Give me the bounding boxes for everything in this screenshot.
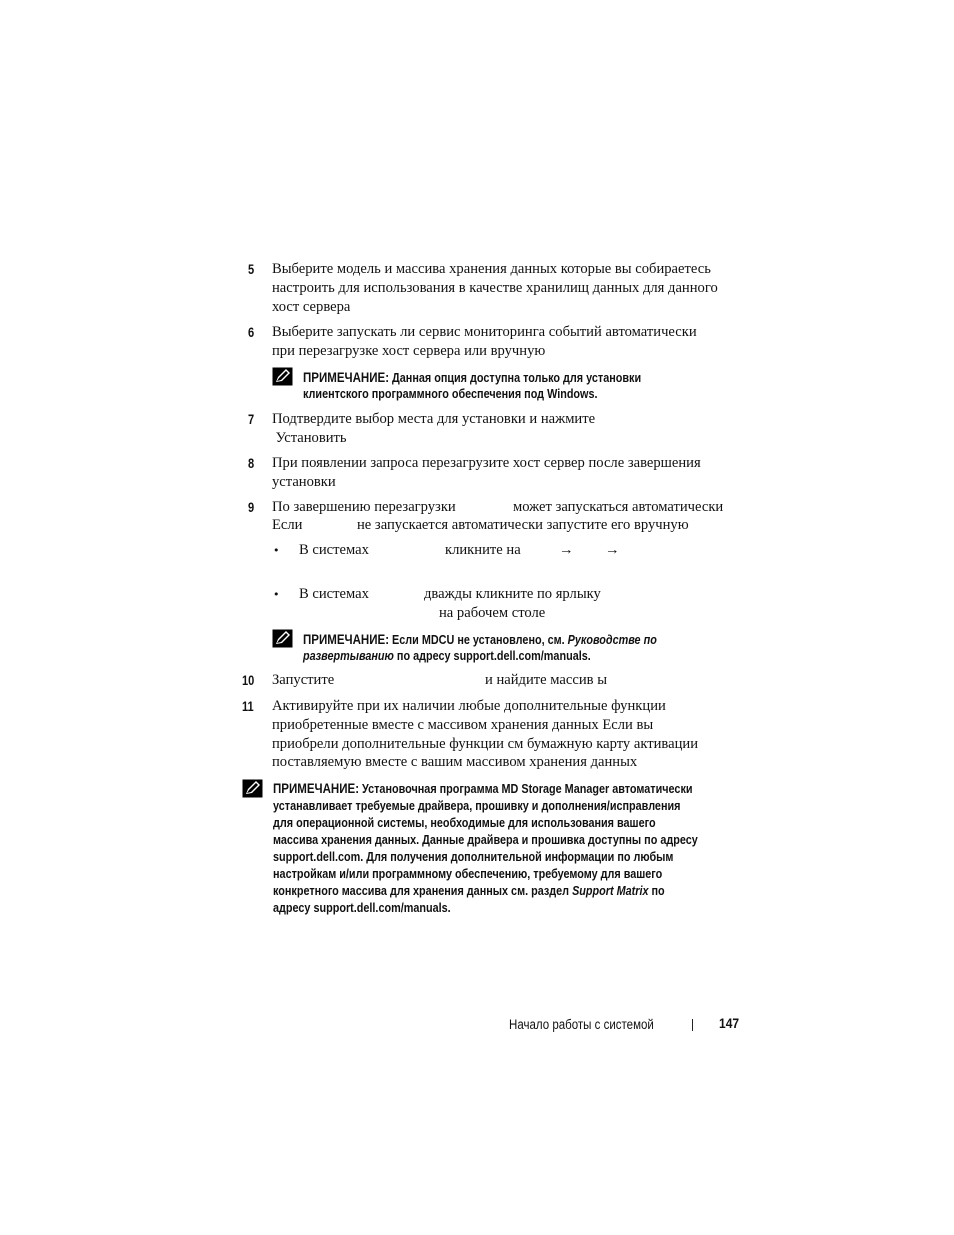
note-text: устанавливает требуемые драйвера, прошивку и дополнения/исправления — [273, 799, 681, 813]
step-text: установки — [272, 474, 336, 490]
note-text: для операционной системы, необходимые для использования вашего — [273, 816, 656, 830]
step-text: По завершению перезагрузки — [272, 499, 456, 515]
note-line — [273, 832, 698, 849]
note-line — [273, 780, 693, 798]
step-text: хост сервера — [272, 299, 351, 315]
bullet-marker: • — [273, 588, 280, 601]
step-number: 9 — [248, 500, 255, 515]
note-label: ПРИМЕЧАНИЕ: — [273, 781, 360, 796]
note-text: по адресу — [396, 649, 451, 663]
step-text: Выберите запускать ли сервис мониторинга событий автоматически — [272, 324, 697, 340]
step-text: Запустите — [272, 672, 335, 688]
step-text: Активируйте при их наличии любые дополнительные функции — [272, 698, 666, 714]
note-text: конкретного массива для хранения данных см. раздел — [273, 884, 570, 898]
note-link: support.dell.com/manuals. — [453, 649, 591, 663]
note-pencil-icon — [272, 629, 293, 648]
step-text: При появлении запроса перезагрузите хост сервер после завершения — [272, 455, 701, 471]
step-text: Выберите модель и массива хранения данных которые вы собираетесь — [272, 261, 711, 277]
note-text: клиентского программного обеспечения под Windows. — [303, 387, 598, 401]
step-number: 11 — [242, 699, 254, 714]
note-line — [273, 849, 673, 866]
note-line — [303, 369, 641, 387]
arrow-icon: → — [605, 542, 620, 558]
bullet-marker: • — [273, 544, 280, 557]
step-text: при перезагрузке хост сервера или вручную — [272, 343, 546, 359]
note-text: Руководстве по — [567, 633, 657, 647]
note-text: Данная опция доступна только для установки — [392, 371, 642, 385]
note-line — [303, 386, 598, 403]
note-text: развертыванию — [303, 649, 394, 663]
bullet-text: дважды кликните по ярлыку — [424, 586, 601, 602]
note-text: Если MDCU не установлено, см. — [392, 633, 565, 647]
note-line — [273, 798, 680, 815]
note-link: support.dell.com. — [273, 850, 364, 864]
bullet-text: В системах — [299, 542, 369, 558]
footer-separator — [692, 1019, 693, 1031]
step-text: Установить — [272, 430, 347, 446]
note-text: Support Matrix — [572, 884, 649, 898]
step-text: не запускается автоматически запустите его вручную — [357, 517, 689, 533]
bullet-text: на рабочем столе — [439, 605, 546, 621]
note-line — [273, 883, 665, 900]
footer-chapter-title: Начало работы с системой — [509, 1017, 654, 1032]
step-text: поставляемую вместе с вашим массивом хранения данных — [272, 754, 638, 770]
note-text: автоматически — [612, 782, 693, 796]
step-number: 8 — [248, 456, 255, 471]
note-line — [303, 648, 591, 665]
arrow-icon: → — [559, 542, 574, 558]
step-text: приобретенные вместе с массивом хранения данных Если вы — [272, 717, 654, 733]
note-text: Установочная программа — [362, 782, 499, 796]
page-number: 147 — [719, 1015, 740, 1031]
note-text: Для получения дополнительной информации по любым — [366, 850, 674, 864]
step-number: 5 — [248, 262, 255, 277]
step-number: 7 — [248, 412, 255, 427]
step-text: может запускаться автоматически — [513, 499, 724, 515]
note-label: ПРИМЕЧАНИЕ: — [303, 632, 390, 647]
note-line — [273, 866, 662, 883]
step-text: Если — [272, 517, 303, 533]
step-text: и найдите массив ы — [485, 672, 608, 688]
step-text: Подтвердите выбор места для установки и нажмите — [272, 411, 596, 427]
note-text: по — [651, 884, 665, 898]
note-label: ПРИМЕЧАНИЕ: — [303, 370, 390, 385]
note-text: MD Storage Manager — [501, 782, 610, 796]
step-text: приобрели дополнительные функции см бумажную карту активации — [272, 736, 699, 752]
note-line — [273, 900, 451, 917]
step-text: настроить для использования в качестве хранилищ данных для данного — [272, 280, 718, 296]
note-pencil-icon — [242, 779, 263, 798]
step-number: 10 — [242, 673, 255, 688]
note-line — [273, 815, 656, 832]
bullet-text: кликните на — [445, 542, 521, 558]
note-text: массива хранения данных. Данные драйвера и прошивка доступны по адресу — [273, 833, 698, 847]
note-line — [303, 631, 657, 649]
note-text: адресу — [273, 901, 311, 915]
note-link: support.dell.com/manuals. — [313, 901, 451, 915]
note-text: настройкам и/или программному обеспечению, требуемому для вашего — [273, 867, 663, 881]
step-number: 6 — [248, 325, 255, 340]
note-pencil-icon — [272, 367, 293, 386]
bullet-text: В системах — [299, 586, 369, 602]
